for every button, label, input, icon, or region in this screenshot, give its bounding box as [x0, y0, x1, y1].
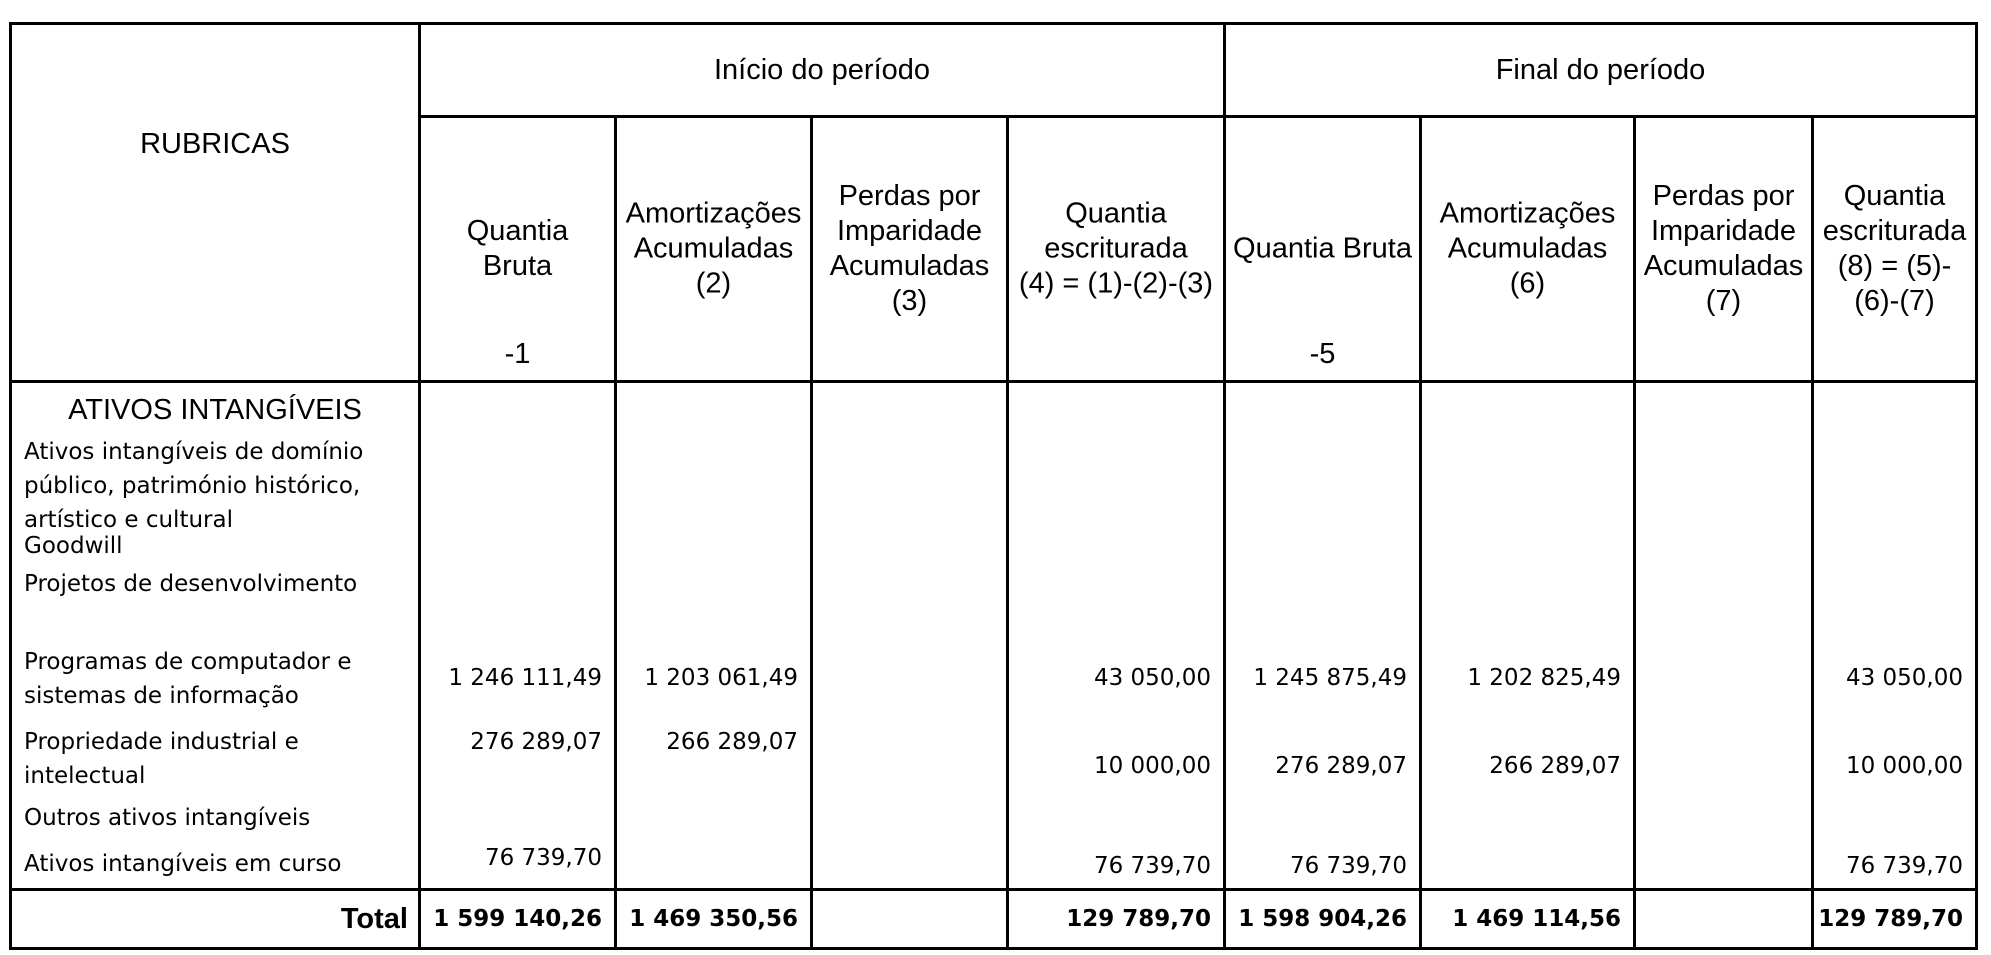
values-column [1008, 382, 1225, 890]
column-header-line: Perdas por [1652, 180, 1795, 212]
cell-value: 43 050,00 [1845, 665, 1963, 691]
column-header-line: Acumuladas [1447, 232, 1608, 265]
intangible-assets-table [9, 22, 1978, 950]
group-header-inicio: Início do período [420, 24, 1225, 117]
total-value: 129 789,70 [1813, 890, 1977, 949]
row-label [24, 529, 412, 563]
cell-value: 43 050,00 [1093, 665, 1211, 691]
column-number: -5 [1309, 338, 1336, 370]
column-header-line: (6) [1509, 267, 1546, 300]
cell-value: 1 203 061,49 [644, 665, 798, 691]
cell-value: 266 289,07 [666, 729, 798, 755]
column-number: -1 [504, 338, 531, 370]
column-header-label [1422, 197, 1633, 302]
total-row [11, 890, 1977, 949]
rubricas-column [11, 382, 420, 890]
column-header-line: (4) = (1)-(2)-(3) [1018, 267, 1214, 300]
row-label [24, 567, 412, 601]
cell-value: 276 289,07 [470, 729, 602, 755]
column-header-line: escriturada [1044, 232, 1188, 265]
column-header-line: (3) [891, 285, 928, 317]
column-header-line: Perdas por [838, 180, 981, 212]
row-label-line: público, património histórico, [24, 473, 361, 499]
total-value: 1 469 114,56 [1421, 890, 1635, 949]
column-header [1008, 117, 1225, 382]
column-header-line: Bruta [482, 250, 553, 282]
column-header [616, 117, 812, 382]
row-label-line: Projetos de desenvolvimento [24, 571, 358, 597]
values-column [1421, 382, 1635, 890]
total-label: Total [11, 890, 420, 949]
cell-value: 10 000,00 [1845, 753, 1963, 779]
column-header-line: Amortizações [625, 197, 802, 230]
row-label-line: Propriedade industrial e [24, 729, 299, 755]
cell-value: 276 289,07 [1275, 753, 1407, 779]
cell-value: 266 289,07 [1489, 753, 1621, 779]
column-header-line: Acumuladas [829, 250, 990, 282]
row-label [24, 645, 412, 713]
column-header-line: escriturada [1822, 215, 1967, 247]
values-column [812, 382, 1008, 890]
row-label-line: artístico e cultural [24, 507, 233, 533]
column-header-line: (7) [1705, 285, 1742, 317]
cell-value: 10 000,00 [1093, 753, 1211, 779]
column-header [1813, 117, 1977, 382]
row-label-line: Programas de computador e [24, 649, 352, 675]
column-header-line: Imparidade [836, 215, 983, 247]
rubricas-header [11, 24, 420, 382]
values-column [1225, 382, 1421, 890]
cell-value: 1 202 825,49 [1467, 665, 1621, 691]
column-header-line: Imparidade [1650, 215, 1797, 247]
column-header [420, 117, 616, 382]
row-label-line: sistemas de informação [24, 683, 299, 709]
row-label-line: Ativos intangíveis em curso [24, 851, 342, 877]
column-header-label [421, 214, 614, 284]
column-header [1421, 117, 1635, 382]
row-label-line: Goodwill [24, 533, 123, 559]
total-value: 1 598 904,26 [1225, 890, 1421, 949]
row-label-line: Outros ativos intangíveis [24, 805, 311, 831]
column-header-line: (8) = (5)- [1837, 250, 1952, 282]
column-header-label [813, 179, 1006, 319]
column-header-label [1814, 179, 1975, 319]
cell-value: 76 739,70 [1289, 853, 1407, 879]
column-header-line: Acumuladas [633, 232, 794, 265]
column-header [1635, 117, 1813, 382]
column-header-line: Quantia Bruta [1233, 232, 1412, 265]
column-header-line: (6)-(7) [1854, 285, 1935, 317]
column-header-line: (2) [695, 267, 732, 300]
column-header-line: Amortizações [1439, 197, 1616, 230]
total-value [812, 890, 1008, 949]
total-value [1635, 890, 1813, 949]
column-header-label [1226, 232, 1419, 267]
cell-value: 76 739,70 [1845, 853, 1963, 879]
row-label [24, 801, 412, 835]
cell-value: 76 739,70 [484, 845, 602, 871]
values-column [616, 382, 812, 890]
cell-value: 76 739,70 [1093, 853, 1211, 879]
row-label-line: Ativos intangíveis de domínio [24, 439, 364, 465]
column-header-line: Quantia [1843, 180, 1946, 212]
section-title: ATIVOS INTANGÍVEIS [68, 394, 362, 426]
total-value: 1 469 350,56 [616, 890, 812, 949]
column-header [1225, 117, 1421, 382]
column-header-line: Quantia [466, 215, 569, 247]
column-header-line: Quantia [1065, 197, 1167, 230]
values-column [1635, 382, 1813, 890]
cell-value: 1 246 111,49 [448, 665, 602, 691]
row-label [24, 847, 412, 881]
rubricas-label: RUBRICAS [140, 128, 290, 160]
values-column [1813, 382, 1977, 890]
row-label [24, 725, 412, 793]
total-value: 129 789,70 [1008, 890, 1225, 949]
total-value: 1 599 140,26 [420, 890, 616, 949]
group-header-final: Final do período [1225, 24, 1977, 117]
column-header-line: Acumuladas [1643, 250, 1804, 282]
column-header-label [1009, 197, 1223, 302]
row-label-line: intelectual [24, 763, 146, 789]
row-label [24, 435, 412, 537]
column-header-label [617, 197, 810, 302]
values-column [420, 382, 616, 890]
cell-value: 1 245 875,49 [1253, 665, 1407, 691]
column-header [812, 117, 1008, 382]
column-header-label [1636, 179, 1811, 319]
